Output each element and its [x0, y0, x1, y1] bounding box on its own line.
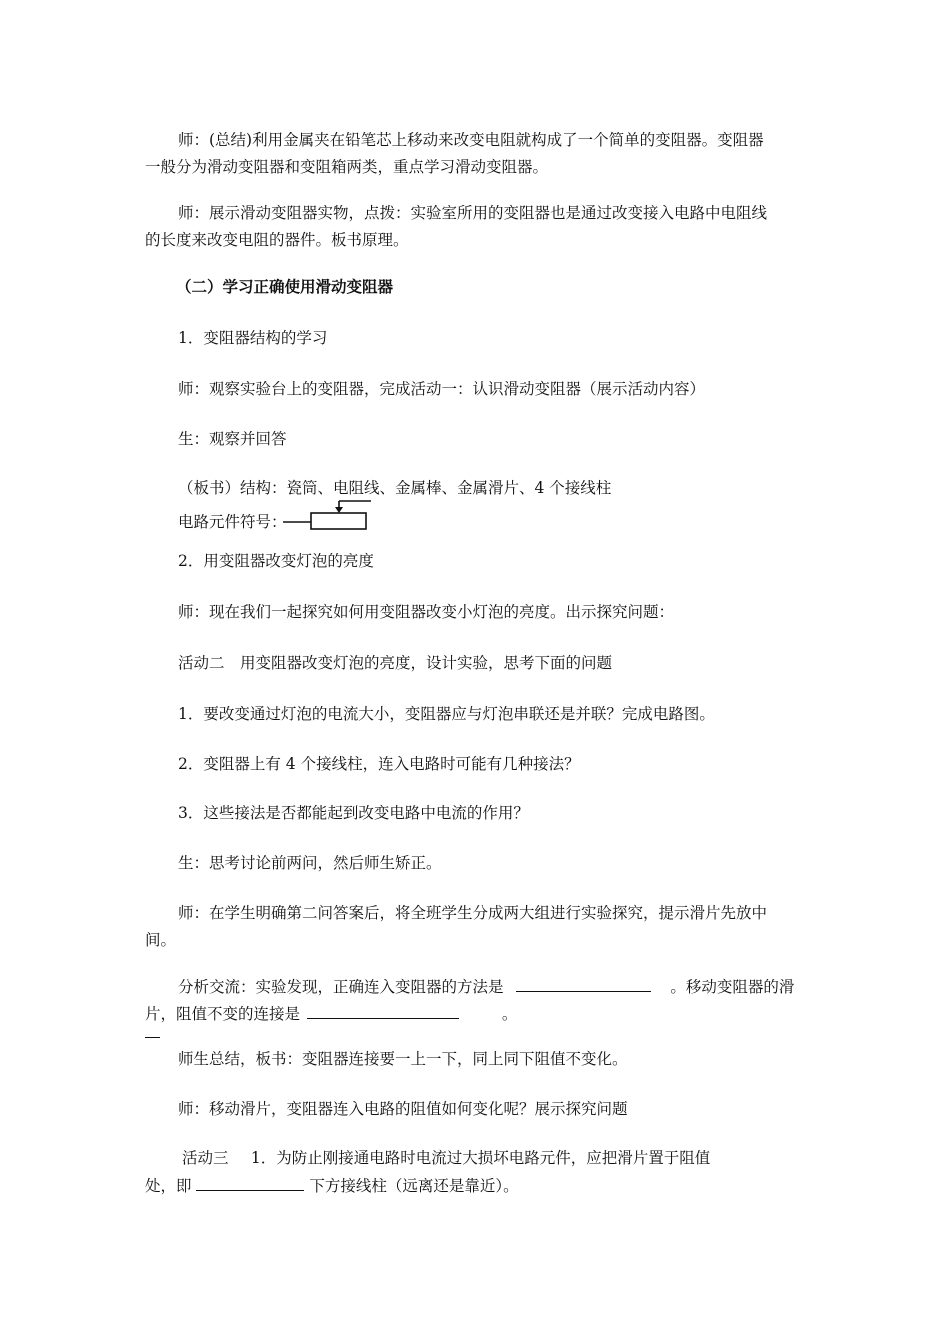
analysis-line1: [178, 975, 794, 998]
paragraph-demo-line2: 的长度来改变电阻的器件。板书原理。: [145, 231, 409, 249]
paragraph-summary-line2: 一般分为滑动变阻器和变阻箱两类，重点学习滑动变阻器。: [145, 158, 549, 176]
subsection-brightness: 2．用变阻器改变灯泡的亮度: [178, 552, 374, 570]
analysis-text-d: 。: [501, 1005, 518, 1023]
paragraph-experiment-line1: 师：在学生明确第二问答案后，将全班学生分成两大组进行实验探究，提示滑片先放中: [178, 904, 768, 922]
paragraph-summary-line1: 师：(总结)利用金属夹在铅笔芯上移动来改变电阻就构成了一个简单的变阻器。变阻器: [178, 131, 764, 149]
board-structure: （板书）结构：瓷筒、电阻线、金属棒、金属滑片、4 个接线柱: [178, 479, 612, 497]
teacher-activity-one: 师：观察实验台上的变阻器，完成活动一：认识滑动变阻器（展示活动内容）: [178, 380, 706, 398]
analysis-text-b: 。移动变阻器的滑: [670, 978, 795, 996]
teacher-explore: 师：现在我们一起探究如何用变阻器改变小灯泡的亮度。出示探究问题：: [178, 603, 675, 621]
activity-three-text-b: 下方接线柱（远离还是靠近）。: [309, 1177, 519, 1195]
student-observe: 生：观察并回答: [178, 430, 287, 448]
subsection-structure: 1．变阻器结构的学习: [178, 329, 328, 347]
symbol-label: 电路元件符号：: [178, 513, 287, 531]
question-3: 3．这些接法是否都能起到改变电路中电流的作用？: [178, 804, 529, 822]
analysis-text-c: 片，阻值不变的连接是: [145, 1005, 301, 1023]
fill-blank-terminal[interactable]: [196, 1174, 304, 1191]
question-2: 2．变阻器上有 4 个接线柱，连入电路时可能有几种接法？: [178, 755, 580, 773]
stray-dash: [145, 1037, 160, 1038]
question-1: 1．要改变通过灯泡的电流大小，变阻器应与灯泡串联还是并联？完成电路图。: [178, 705, 715, 723]
activity-three-text-a: 处，即: [145, 1177, 192, 1195]
paragraph-experiment-line2: 间。: [145, 931, 177, 949]
paragraph-demo-line1: 师：展示滑动变阻器实物，点拨：实验室所用的变阻器也是通过改变接入电路中电阻线: [178, 204, 768, 222]
student-discuss: 生：思考讨论前两问，然后师生矫正。: [178, 854, 442, 872]
activity-two: 活动二 用变阻器改变灯泡的亮度，设计实验，思考下面的问题: [178, 654, 613, 672]
rheostat-symbol-icon: [283, 497, 375, 533]
analysis-line2: [145, 1002, 517, 1025]
activity-three-line2: [145, 1174, 519, 1197]
activity-three-line1: 活动三 1．为防止刚接通电路时电流过大损坏电路元件，应把滑片置于阻值: [182, 1149, 711, 1167]
summary-board: 师生总结，板书：变阻器连接要一上一下，同上同下阻值不变化。: [178, 1050, 628, 1068]
fill-blank-method[interactable]: [516, 975, 651, 992]
teacher-move-slider: 师：移动滑片，变阻器连入电路的阻值如何变化呢？展示探究问题: [178, 1100, 628, 1118]
fill-blank-constant[interactable]: [307, 1002, 459, 1019]
section-heading: （二）学习正确使用滑动变阻器: [176, 277, 394, 296]
analysis-text-a: 分析交流：实验发现，正确连入变阻器的方法是: [178, 978, 504, 996]
